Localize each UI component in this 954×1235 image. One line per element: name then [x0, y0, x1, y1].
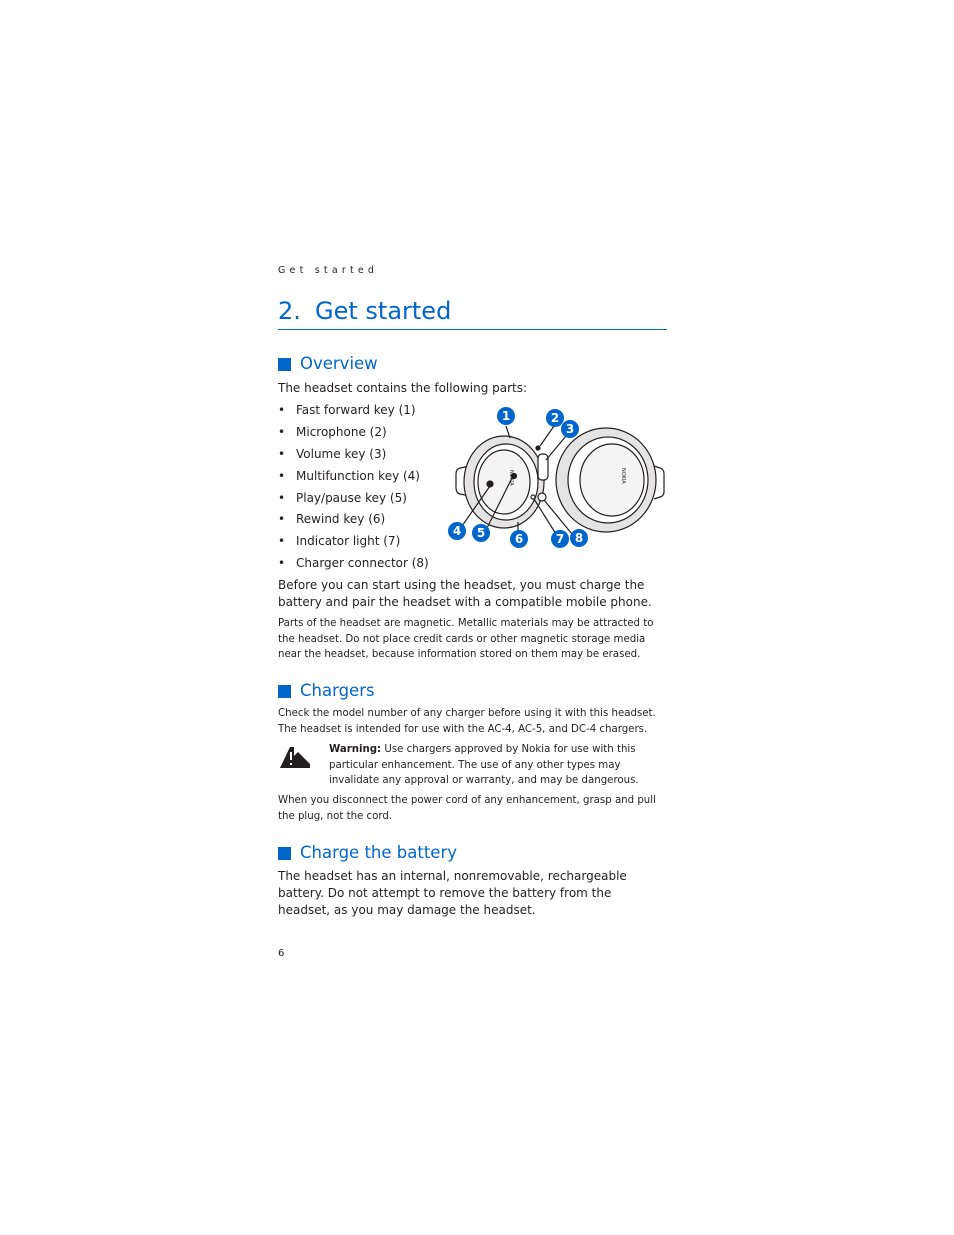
list-item [278, 467, 429, 489]
bullet: • [278, 556, 286, 571]
list-item [278, 401, 429, 423]
list-item [278, 532, 429, 554]
page-number: 6 [278, 948, 285, 959]
chargers-paragraph: Check the model number of any charger before using it with this headset. The headset is intended for use with the AC-4, AC-5, and DC-4 chargers. [278, 708, 656, 735]
section-heading-text: Overview [300, 354, 378, 373]
section-heading-text: Chargers [300, 681, 375, 700]
warning-text [329, 742, 669, 789]
callout-5: 5 [476, 526, 486, 540]
list-item [278, 510, 429, 532]
bullet: • [278, 468, 286, 483]
right-earcup-face [580, 444, 644, 516]
part-label: Play/pause key (5) [296, 490, 407, 505]
section-square-icon [278, 685, 291, 698]
bullet: • [278, 534, 286, 549]
volume-key-shape [538, 454, 548, 480]
logo-left: NOKIA [508, 470, 514, 486]
callout-4: 4 [452, 524, 462, 538]
part-label: Rewind key (6) [296, 512, 386, 527]
list-item [278, 445, 429, 467]
callout-1: 1 [501, 409, 511, 423]
section-heading-text: Charge the battery [300, 843, 457, 862]
callout-8: 8 [574, 531, 584, 545]
callout-3: 3 [565, 422, 575, 436]
charger-connector-shape [538, 493, 546, 501]
list-item [278, 489, 429, 511]
magnetic-note: Parts of the headset are magnetic. Metallic materials may be attracted to the headset. Do not place credit cards or other magnetic storage media near the headset, because information stored on them may be erased. [278, 618, 654, 661]
part-label: Multifunction key (4) [296, 468, 420, 483]
left-earcup-face [478, 450, 530, 514]
list-item [278, 554, 429, 576]
microphone-shape [536, 446, 540, 450]
part-label: Volume key (3) [296, 446, 387, 461]
section-square-icon [278, 847, 291, 860]
section-heading-battery [278, 843, 457, 863]
warning-label: Warning: [329, 744, 382, 755]
callout-7: 7 [555, 532, 565, 546]
indicator-light-shape [531, 495, 535, 499]
disconnect-note: When you disconnect the power cord of any enhancement, grasp and pull the plug, not the cord. [278, 795, 656, 822]
section-square-icon [278, 358, 291, 371]
part-label: Fast forward key (1) [296, 403, 416, 417]
callout-2: 2 [550, 411, 560, 425]
running-head: Get started [278, 265, 379, 276]
part-label: Indicator light (7) [296, 534, 401, 549]
bullet: • [278, 512, 286, 527]
part-label: Charger connector (8) [296, 556, 429, 571]
chapter-title-text: Get started [315, 297, 452, 325]
overview-paragraph: Before you can start using the headset, you must charge the battery and pair the headset with a compatible mobile phone. [278, 578, 652, 609]
parts-list [278, 401, 429, 576]
bullet: • [278, 446, 286, 461]
headset-illustration [446, 404, 670, 554]
bullet: • [278, 490, 286, 505]
battery-paragraph: The headset has an internal, nonremovable, rechargeable battery. Do not attempt to remove the battery from the headset, as you may damage the headset. [278, 869, 627, 917]
warning-body: Use chargers approved by Nokia for use with this particular enhancement. The use of any other types may invalidate any approval or warranty, and may be dangerous. [329, 744, 639, 787]
callout-6: 6 [514, 532, 524, 546]
section-heading-chargers [278, 681, 375, 701]
list-item [278, 423, 429, 445]
warning-icon [278, 744, 312, 770]
logo-right: NOKIA [620, 468, 626, 484]
bullet: • [278, 424, 286, 439]
section-heading-overview [278, 354, 378, 374]
chapter-number: 2. [278, 297, 301, 325]
part-label: Microphone (2) [296, 424, 387, 439]
chapter-title [278, 296, 667, 330]
bullet: • [278, 403, 286, 417]
overview-intro: The headset contains the following parts: [278, 381, 528, 395]
